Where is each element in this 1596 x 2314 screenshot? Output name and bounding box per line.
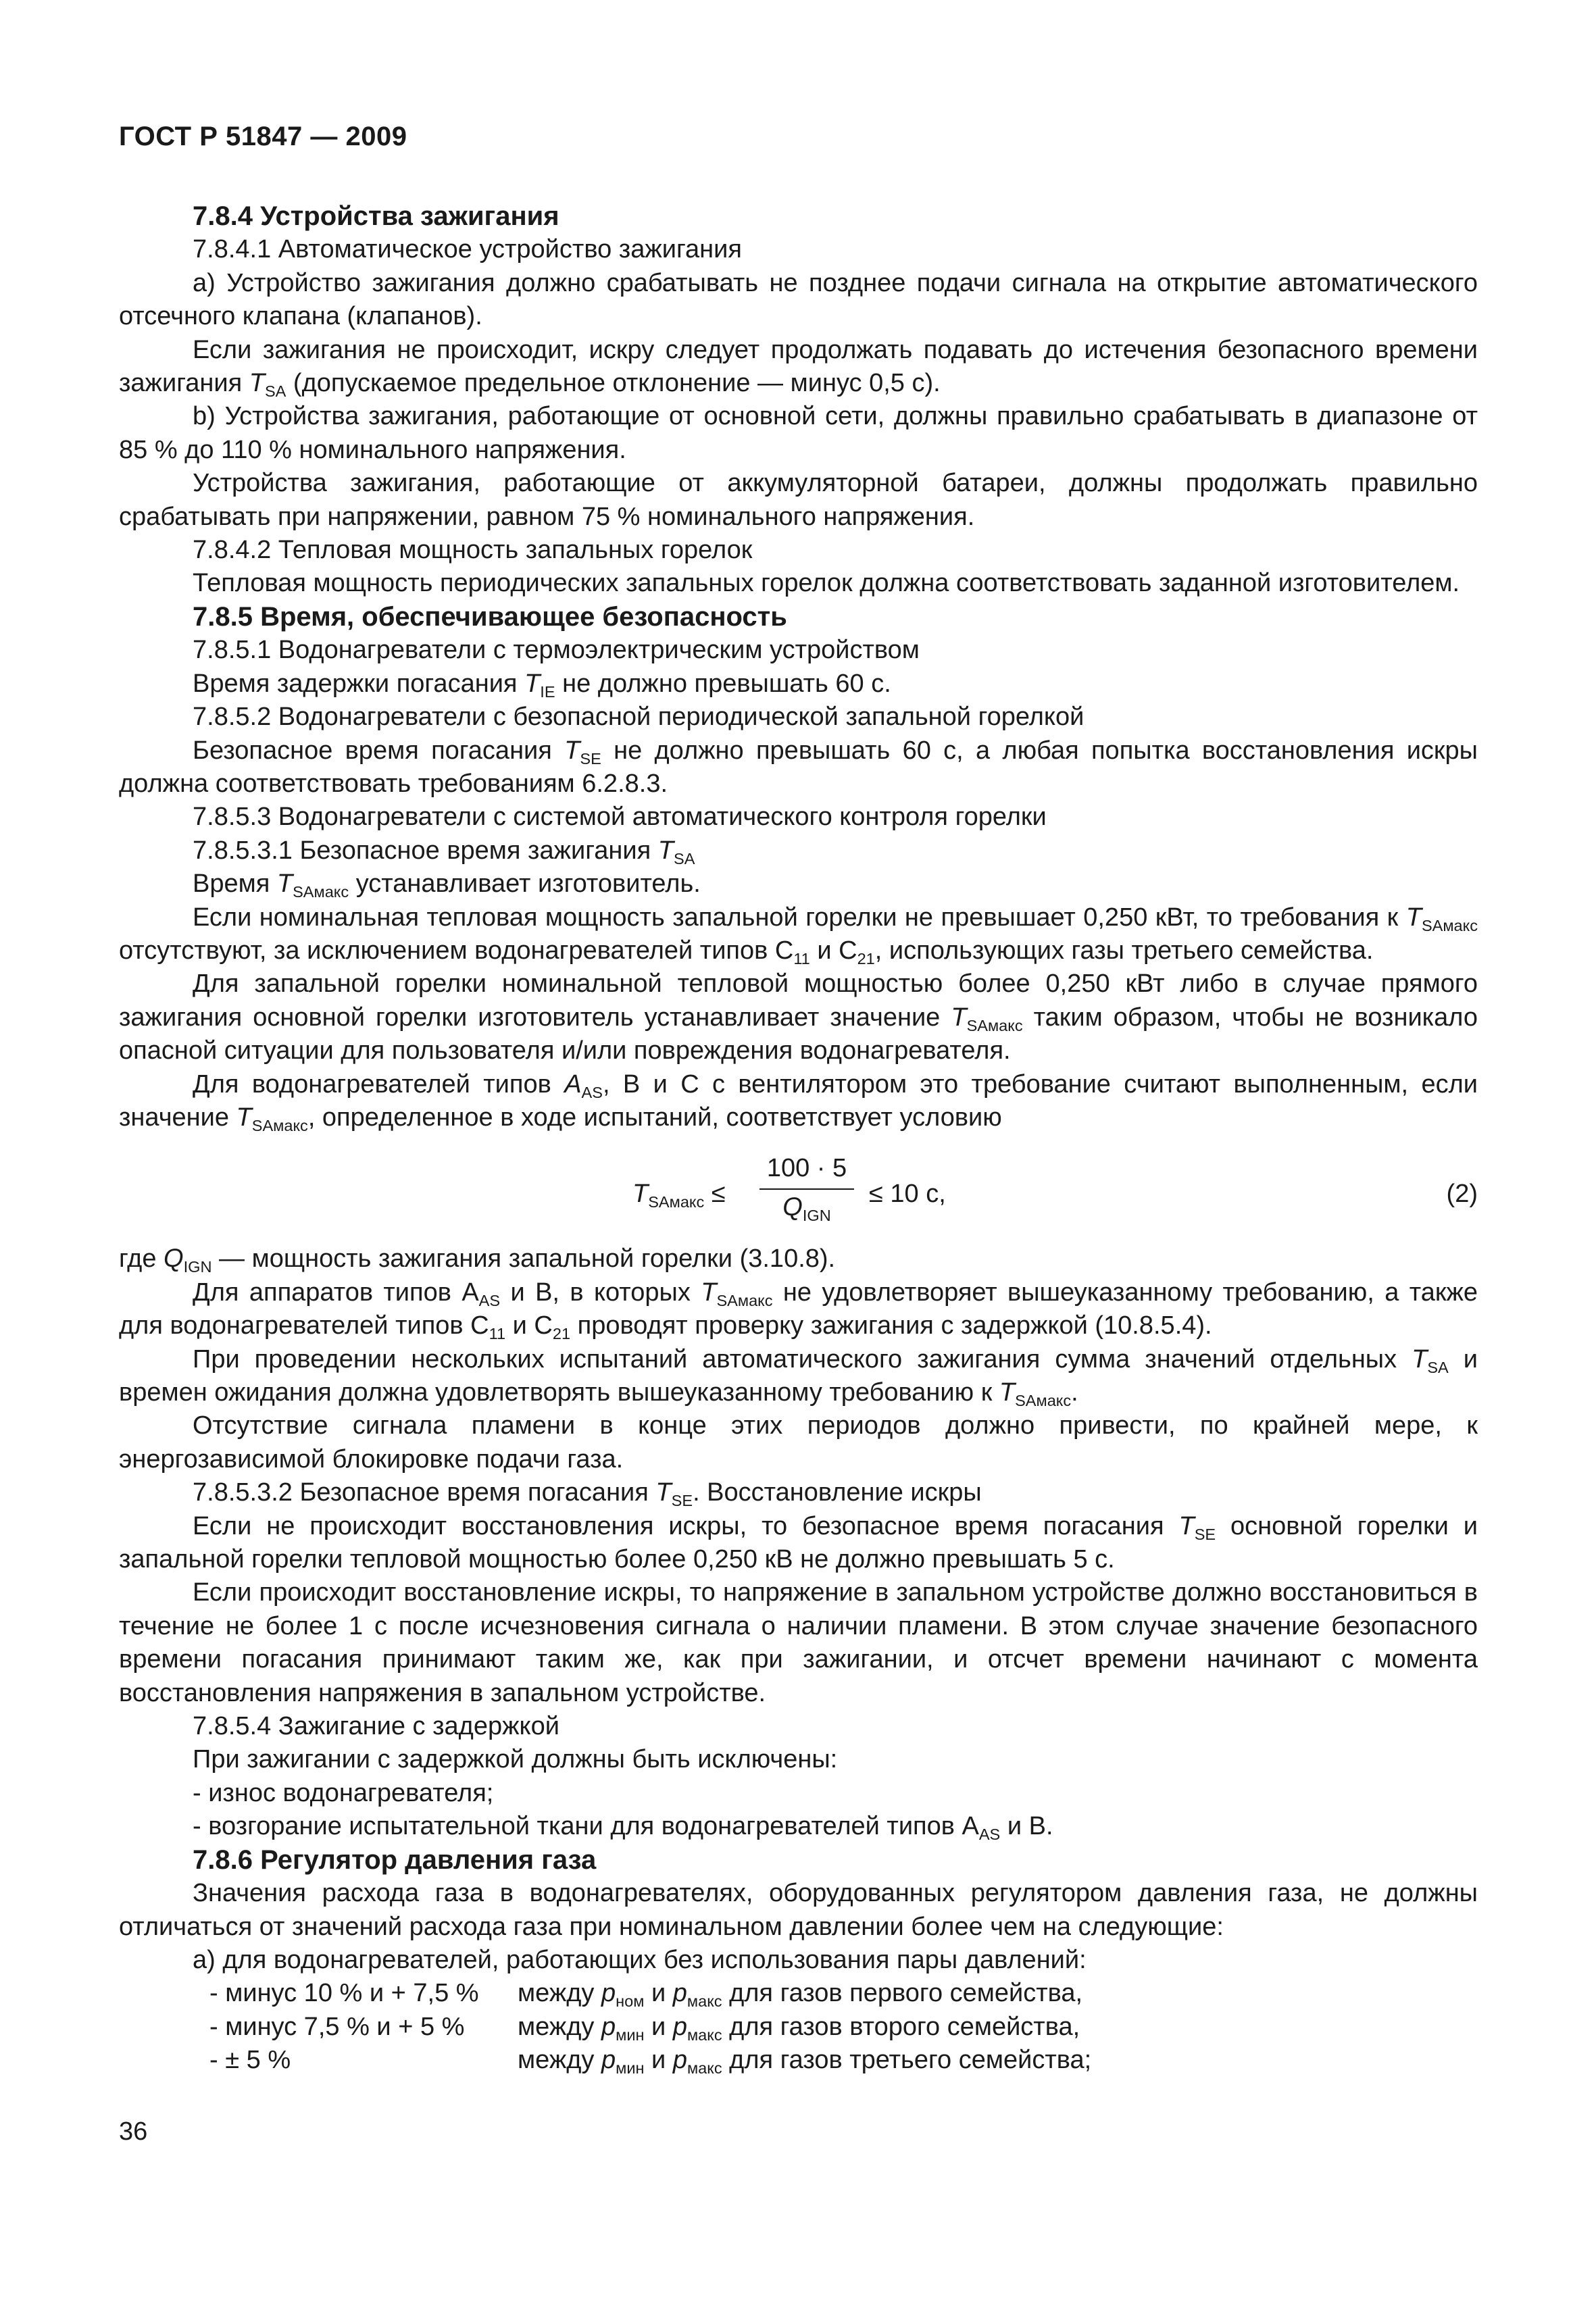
list-item: - износ водонагревателя; — [193, 1778, 494, 1807]
page-number: 36 — [119, 2117, 148, 2146]
paragraph-no-spark-recovery: Если не происходит восстановления искры, то безопасное время погасания $T_{SE}$ основной горелки и запальной горелки тепловой мощностью более 0,250 кВ не должно превышать 5 с. — [119, 1511, 1478, 1574]
tolerance-row — [119, 2044, 1478, 2077]
subsection-7-8-4-2: 7.8.4.2 Тепловая мощность запальных горелок — [193, 536, 753, 565]
paragraph-delayed-ignition: При зажигании с задержкой должны быть исключены: — [193, 1745, 838, 1774]
paragraph-gas-a: а) для водонагревателей, работающих без использования пары давлений: — [193, 1945, 1087, 1974]
subsection-7-8-5-2: 7.8.5.2 Водонагреватели с безопасной периодической запальной горелкой — [193, 703, 1084, 732]
paragraph-pilot-burner: Для запальной горелки номинальной тепловой мощностью более 0,250 кВт либо в случае прямого зажигания основной горелки изготовитель устанавливает значение $T_{SAмакс}$ таким образом, чтобы не возникало опасной ситуации для пользователя и/или повреждения водонагревателя. — [119, 970, 1478, 1065]
subsection-7-8-4-1: 7.8.4.1 Автоматическое устройство зажигания — [193, 235, 742, 264]
formula-2 — [119, 1147, 1478, 1234]
tolerance-row — [119, 1977, 1478, 2010]
list-item: - возгорание испытательной ткани для водонагревателей типов $А_{AS}$ и В. — [193, 1812, 1053, 1844]
paragraph-ignition-b: b) Устройства зажигания, работающие от основной сети, должны правильно срабатывать в диапазоне от 85 % до 110 % номинального напряжения. — [119, 402, 1478, 464]
subsection-7-8-5-3-2: 7.8.5.3.2 Безопасное время погасания $T_{SE}$. Восстановление искры — [193, 1478, 982, 1510]
paragraph-t-ie: Время задержки погасания $T_{IE}$ не должно превышать 60 с. — [193, 669, 891, 701]
paragraph-sum-of-times: При проведении нескольких испытаний автоматического зажигания сумма значений отдельных $T_{SA}$ и времен ожидания должна удовлетворять вышеуказанному требованию к $T_{SAмакс}$. — [119, 1344, 1478, 1410]
document-body — [119, 200, 1478, 2078]
tolerance-value: - минус 7,5 % и + 5 % — [209, 2012, 465, 2041]
section-heading-7-8-4: 7.8.4 Устройства зажигания — [193, 201, 559, 231]
tolerance-range: между $p_{ном}$ и $p_{макс}$ для газов первого семейства, — [518, 1979, 1083, 2011]
section-heading-7-8-6: 7.8.6 Регулятор давления газа — [193, 1844, 597, 1875]
paragraph-t-se: Безопасное время погасания $T_{SE}$ не должно превышать 60 с, а любая попытка восстановления искры должна соответствовать требованиям 6.2.8.3. — [119, 736, 1478, 798]
tolerance-row — [119, 2011, 1478, 2044]
paragraph-where-q-ign: где $Q_{IGN}$ — мощность зажигания запальной горелки (3.10.8). — [119, 1244, 836, 1276]
paragraph-spark-continue: Если зажигания не происходит, искру следует продолжать подавать до истечения безопасного времени зажигания $T_{SA}$ (допускаемое предельное отклонение — минус 0,5 с). — [119, 335, 1478, 401]
paragraph-fan-types: Для водонагревателей типов $A_{AS}$, В и С с вентилятором это требование считают выполненным, если значение $T_{SAмакс}$, определенное в ходе испытаний, соответствует условию — [119, 1070, 1478, 1135]
document-header: ГОСТ Р 51847 — 2009 — [119, 122, 407, 151]
section-heading-7-8-5: 7.8.5 Время, обеспечивающее безопасность — [193, 601, 787, 632]
paragraph-nominal-power: Если номинальная тепловая мощность запальной горелки не превышает 0,250 кВт, то требования к $T_{SAмакс}$ отсутствуют, за исключением водонагревателей типов $С_{11}$ и $С_{21}$, использующих газы третьего семейства. — [119, 903, 1478, 968]
subsection-7-8-5-3: 7.8.5.3 Водонагреватели с системой автоматического контроля горелки — [193, 803, 1047, 832]
equation-number: (2) — [1446, 1180, 1478, 1209]
formula-denominator: $Q_{IGN}$ — [782, 1192, 831, 1225]
formula-fraction — [759, 1152, 854, 1224]
formula-numerator: 100 · 5 — [759, 1152, 854, 1189]
paragraph-ignition-a: а) Устройство зажигания должно срабатывать не позднее подачи сигнала на открытие автоматического отсечного клапана (клапанов). — [119, 268, 1478, 331]
formula-rhs: ≤ 10 с, — [869, 1180, 946, 1209]
formula-lhs: $T_{SAмакс}$ ≤ — [632, 1180, 726, 1211]
paragraph-gas-flow: Значения расхода газа в водонагревателях, оборудованных регулятором давления газа, не должны отличаться от значений расхода газа при номинальном давлении более чем на следующие: — [119, 1879, 1478, 1941]
paragraph-apparatus-types: Для аппаратов типов $А_{AS}$ и В, в которых $T_{SAмакс}$ не удовлетворяет вышеуказанному требованию, а также для водонагревателей типов $С_{11}$ и $С_{21}$ проводят проверку зажигания с задержкой (10.8.5.4). — [119, 1278, 1478, 1343]
paragraph-flame-signal: Отсутствие сигнала пламени в конце этих периодов должно привести, по крайней мере, к энергозависимой блокировке подачи газа. — [119, 1411, 1478, 1474]
tolerance-range: между $p_{мин}$ и $p_{макс}$ для газов третьего семейства; — [518, 2046, 1092, 2078]
subsection-7-8-5-3-1: 7.8.5.3.1 Безопасное время зажигания $T_{SA}$ — [193, 836, 695, 867]
paragraph-t-samax-set: Время $T_{SAмакс}$ устанавливает изготовитель. — [193, 870, 701, 901]
subsection-7-8-5-1: 7.8.5.1 Водонагреватели с термоэлектрическим устройством — [193, 636, 920, 665]
paragraph-spark-recovery: Если происходит восстановление искры, то напряжение в запальном устройстве должно восстановиться в течение не более 1 с после исчезновения сигнала о наличии пламени. В этом случае значение безопасного времени погасания принимают таким же, как при зажигании, и отсчет времени начинают с момента восстановления напряжения в запальном устройстве. — [119, 1578, 1478, 1707]
subsection-7-8-5-4: 7.8.5.4 Зажигание с задержкой — [193, 1712, 559, 1741]
paragraph-battery: Устройства зажигания, работающие от аккумуляторной батареи, должны продолжать правильно срабатывать при напряжении, равном 75 % номинального напряжения. — [119, 469, 1478, 531]
tolerance-range: между $p_{мин}$ и $p_{макс}$ для газов второго семейства, — [518, 2012, 1080, 2044]
tolerance-value: - ± 5 % — [209, 2046, 291, 2075]
tolerance-value: - минус 10 % и + 7,5 % — [209, 1979, 479, 2008]
paragraph-pilot-heat: Тепловая мощность периодических запальных горелок должна соответствовать заданной изготовителем. — [193, 569, 1460, 598]
